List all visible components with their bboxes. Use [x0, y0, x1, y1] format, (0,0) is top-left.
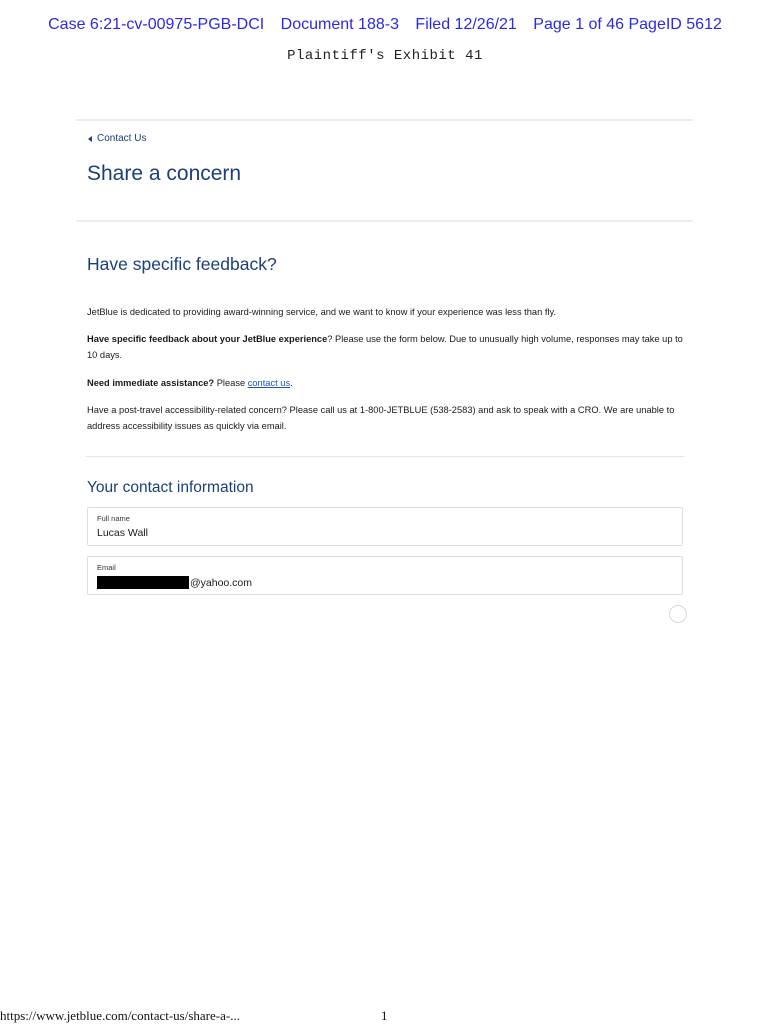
email-domain: @yahoo.com — [190, 576, 253, 589]
contact-us-link[interactable]: contact us — [247, 378, 291, 388]
assistance-bold-text: Need immediate assistance? — [87, 378, 215, 388]
email-field[interactable] — [87, 556, 683, 595]
email-value — [97, 576, 252, 589]
divider — [76, 220, 693, 222]
filed-date: Filed 12/26/21 — [415, 16, 517, 33]
feedback-paragraph — [87, 331, 687, 363]
page-number: 1 — [381, 1008, 388, 1023]
footer-url: https://www.jetblue.com/contact-us/share-a-... — [0, 1008, 240, 1023]
chevron-left-icon — [88, 136, 92, 142]
assistance-paragraph — [87, 375, 687, 391]
full-name-label: Full name — [97, 514, 130, 523]
feedback-text: ? Please use the form below. Due to unusually high volume, responses may take up to 10 days. — [87, 334, 683, 360]
feedback-bold-text: Have specific feedback about your JetBlue experience — [87, 334, 328, 344]
section-title: Have specific feedback? — [87, 254, 277, 274]
accessibility-paragraph: Have a post-travel accessibility-related concern? Please call us at 1-800-JETBLUE (538-2583) and ask to speak with a CRO. We are unable to address accessibility issues as quickly via email. — [87, 405, 675, 431]
case-header — [0, 16, 770, 34]
redaction-box — [97, 576, 189, 589]
divider — [76, 119, 693, 121]
back-link-contact-us[interactable] — [88, 133, 146, 144]
divider — [86, 456, 684, 457]
assistance-end: . — [290, 378, 293, 388]
loading-spinner-icon — [669, 605, 687, 623]
page-id: Page 1 of 46 PageID 5612 — [533, 16, 722, 33]
intro-paragraph: JetBlue is dedicated to providing award-winning service, and we want to know if your experience was less than fly. — [87, 307, 557, 317]
full-name-value: Lucas Wall — [97, 527, 148, 539]
full-name-field[interactable] — [87, 507, 683, 546]
email-label: Email — [97, 563, 116, 572]
back-link-label: Contact Us — [97, 133, 147, 144]
case-number: Case 6:21-cv-00975-PGB-DCI — [48, 16, 265, 33]
document-number: Document 188-3 — [280, 16, 399, 33]
exhibit-label: Plaintiff's Exhibit 41 — [287, 48, 483, 64]
assistance-text: Please — [214, 378, 248, 388]
page-title: Share a concern — [87, 162, 242, 185]
contact-section-title: Your contact information — [87, 479, 254, 496]
